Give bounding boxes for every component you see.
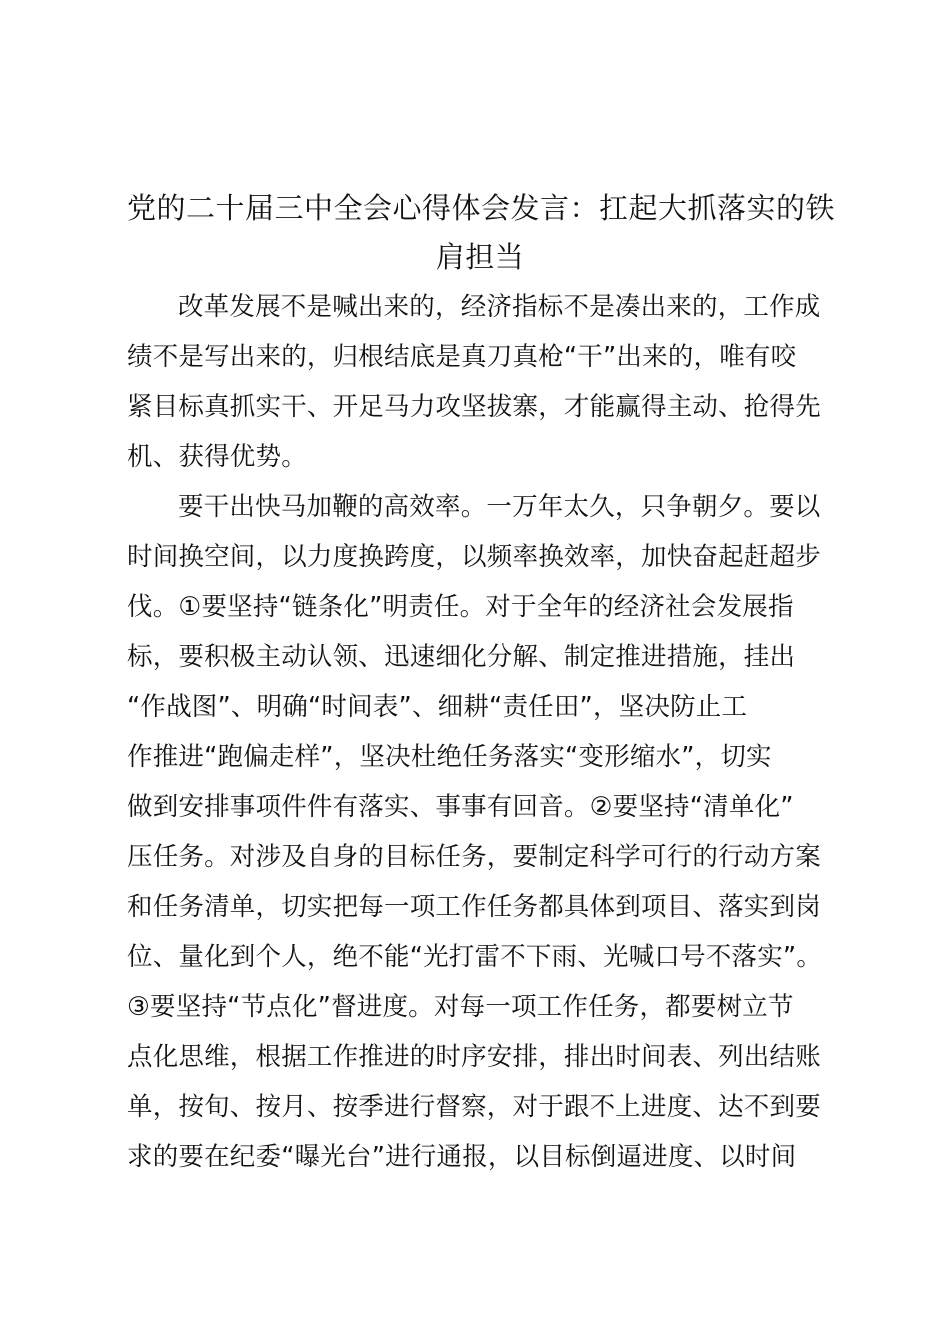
paragraph-line: 位、量化到个人，绝不能“光打雷不下雨、光喊口号不落实”。 [127,942,823,972]
document-title [127,184,836,282]
paragraph-1 [127,282,833,482]
paragraph-line: 压任务。对涉及自身的目标任务，要制定科学可行的行动方案 [127,842,821,872]
paragraph-line: 要干出快马加鞭的高效率。一万年太久，只争朝夕。要以 [178,492,821,522]
paragraph-line: 单，按旬、按月、按季进行督察，对于跟不上进度、达不到要 [127,1092,821,1122]
paragraph-line: “作战图”、明确“时间表”、细耕“责任田”，坚决防止工 [127,692,748,722]
paragraph-line: 时间换空间，以力度换跨度，以频率换效率，加快奋起赶超步 [127,542,821,572]
paragraph-line: 机、获得优势。 [127,442,307,472]
paragraph-line: 紧目标真抓实干、开足马力攻坚拔寨，才能赢得主动、抢得先 [127,392,821,422]
title-line: 肩担当 [435,240,525,274]
paragraph-line: ③要坚持“节点化”督进度。对每一项工作任务，都要树立节 [127,992,794,1022]
title-line: 党的二十届三中全会心得体会发言：扛起大抓落实的铁 [127,191,836,225]
paragraph-line: 改革发展不是喊出来的，经济指标不是凑出来的，工作成 [178,292,821,322]
paragraph-line: 绩不是写出来的，归根结底是真刀真枪“干”出来的，唯有咬 [127,342,797,372]
paragraph-line: 点化思维，根据工作推进的时序安排，排出时间表、列出结账 [127,1042,821,1072]
paragraph-line: 和任务清单，切实把每一项工作任务都具体到项目、落实到岗 [127,892,821,922]
paragraph-2 [127,482,833,1182]
paragraph-line: 标，要积极主动认领、迅速细化分解、制定推进措施，挂出 [127,642,796,672]
paragraph-line: 求的要在纪委“曝光台”进行通报，以目标倒逼进度、以时间 [127,1142,797,1172]
paragraph-line: 做到安排事项件件有落实、事事有回音。②要坚持“清单化” [127,792,794,822]
paragraph-line: 伐。①要坚持“链条化”明责任。对于全年的经济社会发展指 [127,592,794,622]
paragraph-line: 作推进“跑偏走样”，坚决杜绝任务落实“变形缩水”，切实 [127,742,772,772]
document-body [127,282,833,1182]
